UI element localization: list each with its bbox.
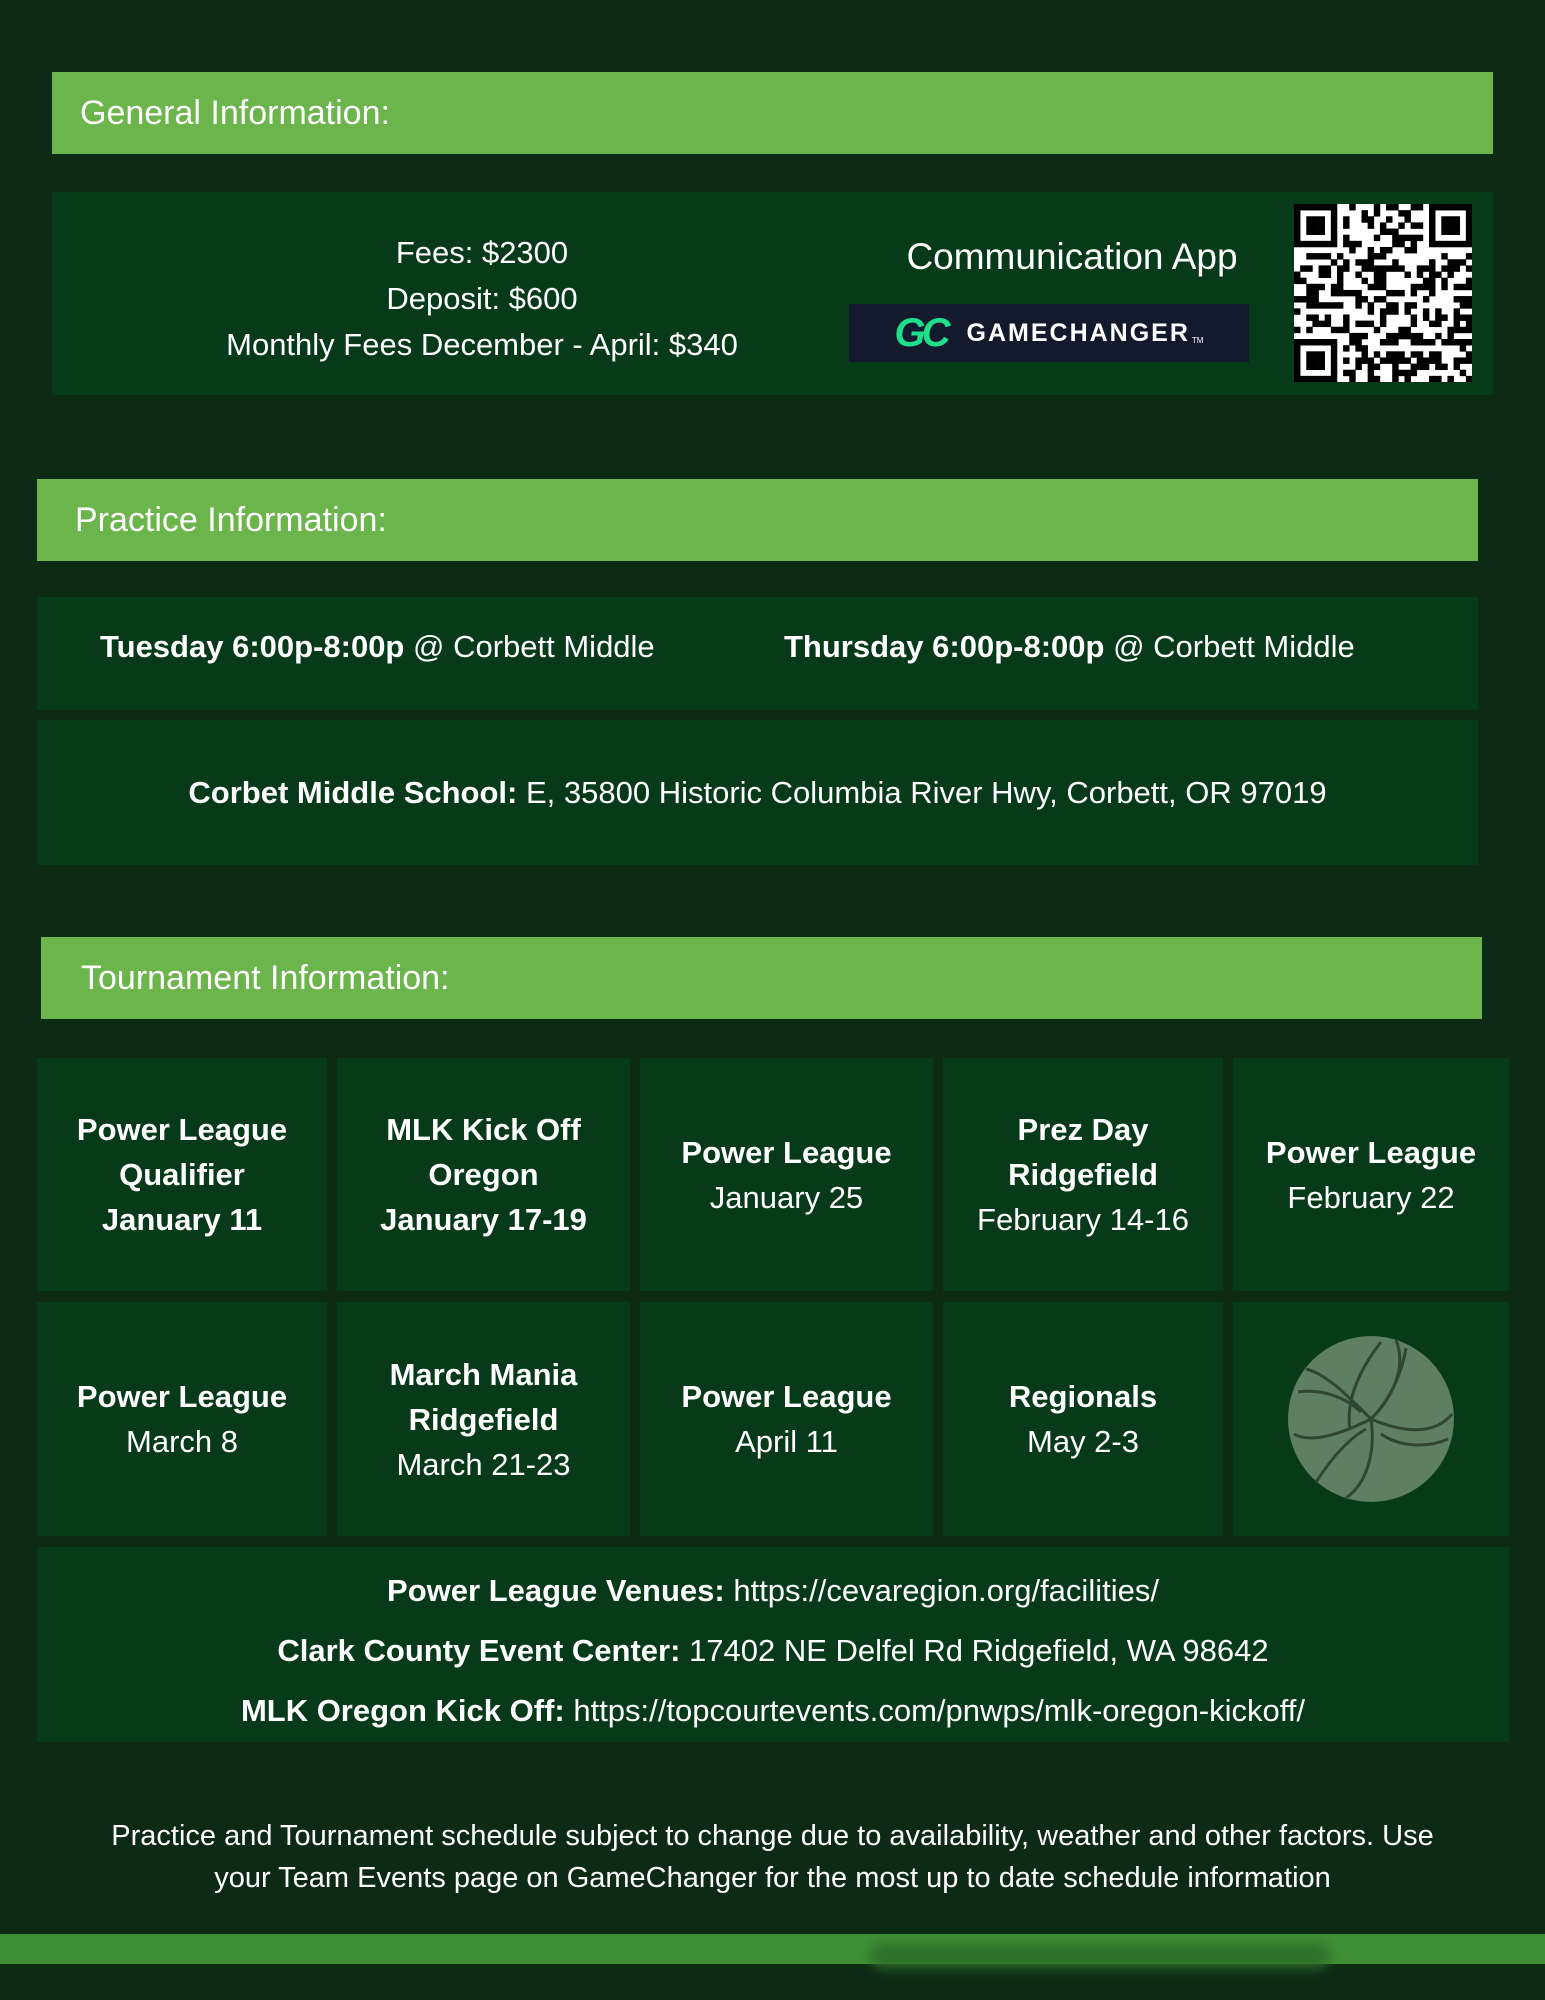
fees-text: Fees: $2300: [395, 235, 569, 270]
gamechanger-logo-icon[interactable]: GC GAMECHANGER TM: [849, 304, 1249, 362]
practice-info-heading: [37, 479, 1478, 561]
deposit-text: Deposit: $600: [386, 281, 578, 316]
footer-shadow: [870, 1944, 1330, 1968]
tournament-info-heading: [41, 937, 1482, 1019]
tournament-card: Prez Day Ridgefield February 14-16: [943, 1058, 1223, 1291]
general-info-heading: [52, 72, 1493, 154]
tournament-card: Power League April 11: [640, 1302, 933, 1536]
general-info-panel: [52, 192, 1493, 395]
tournament-card: Regionals May 2-3: [943, 1302, 1223, 1536]
gamechanger-mark: GC: [894, 310, 947, 355]
gamechanger-wordmark: GAMECHANGER: [966, 318, 1190, 347]
venue-link[interactable]: https://cevaregion.org/facilities/: [733, 1573, 1159, 1608]
tournament-card: March Mania Ridgefield March 21-23: [337, 1302, 630, 1536]
volleyball-card: [1233, 1302, 1509, 1536]
venues-panel: [37, 1547, 1509, 1742]
venue-link[interactable]: https://topcourtevents.com/pnwps/mlk-oregon-kickoff/: [573, 1693, 1306, 1728]
venue-line: Power League Venues: https://cevaregion.org/facilities/: [387, 1573, 1159, 1608]
qr-code-icon[interactable]: [1294, 204, 1472, 382]
tournament-card: Power League Qualifier January 11: [37, 1058, 327, 1291]
practice-day-thursday: Thursday 6:00p-8:00p @ Corbett Middle: [784, 629, 1355, 664]
volleyball-icon: [1286, 1334, 1456, 1504]
tournament-card: MLK Kick Off Oregon January 17-19: [337, 1058, 630, 1291]
communication-app-title: Communication App: [906, 236, 1238, 277]
schedule-disclaimer: Practice and Tournament schedule subject to change due to availability, weather and other factors. Use your Team Events page on GameChanger for the most up to date schedule information: [111, 1820, 1434, 1894]
general-info-heading-text: General Information:: [80, 93, 390, 132]
practice-info-heading-text: Practice Information:: [75, 500, 387, 539]
tournament-info-heading-text: Tournament Information:: [81, 958, 450, 997]
practice-days-panel: [37, 597, 1478, 710]
practice-address: E, 35800 Historic Columbia River Hwy, Corbett, OR 97019: [525, 774, 1327, 810]
practice-address-panel: [37, 720, 1478, 865]
tournament-card: Power League January 25: [640, 1058, 933, 1291]
venue-line: Clark County Event Center: 17402 NE Delfel Rd Ridgefield, WA 98642: [277, 1633, 1269, 1668]
venue-line: MLK Oregon Kick Off: https://topcourtevents.com/pnwps/mlk-oregon-kickoff/: [240, 1693, 1306, 1728]
practice-address-label: Corbet Middle School:: [188, 774, 518, 810]
practice-day-tuesday: Tuesday 6:00p-8:00p @ Corbett Middle: [100, 629, 655, 664]
monthly-fees-text: Monthly Fees December - April: $340: [226, 327, 738, 362]
tournament-card: Power League February 22: [1233, 1058, 1509, 1291]
fees-block: [152, 230, 812, 368]
tournament-card: Power League March 8: [37, 1302, 327, 1536]
